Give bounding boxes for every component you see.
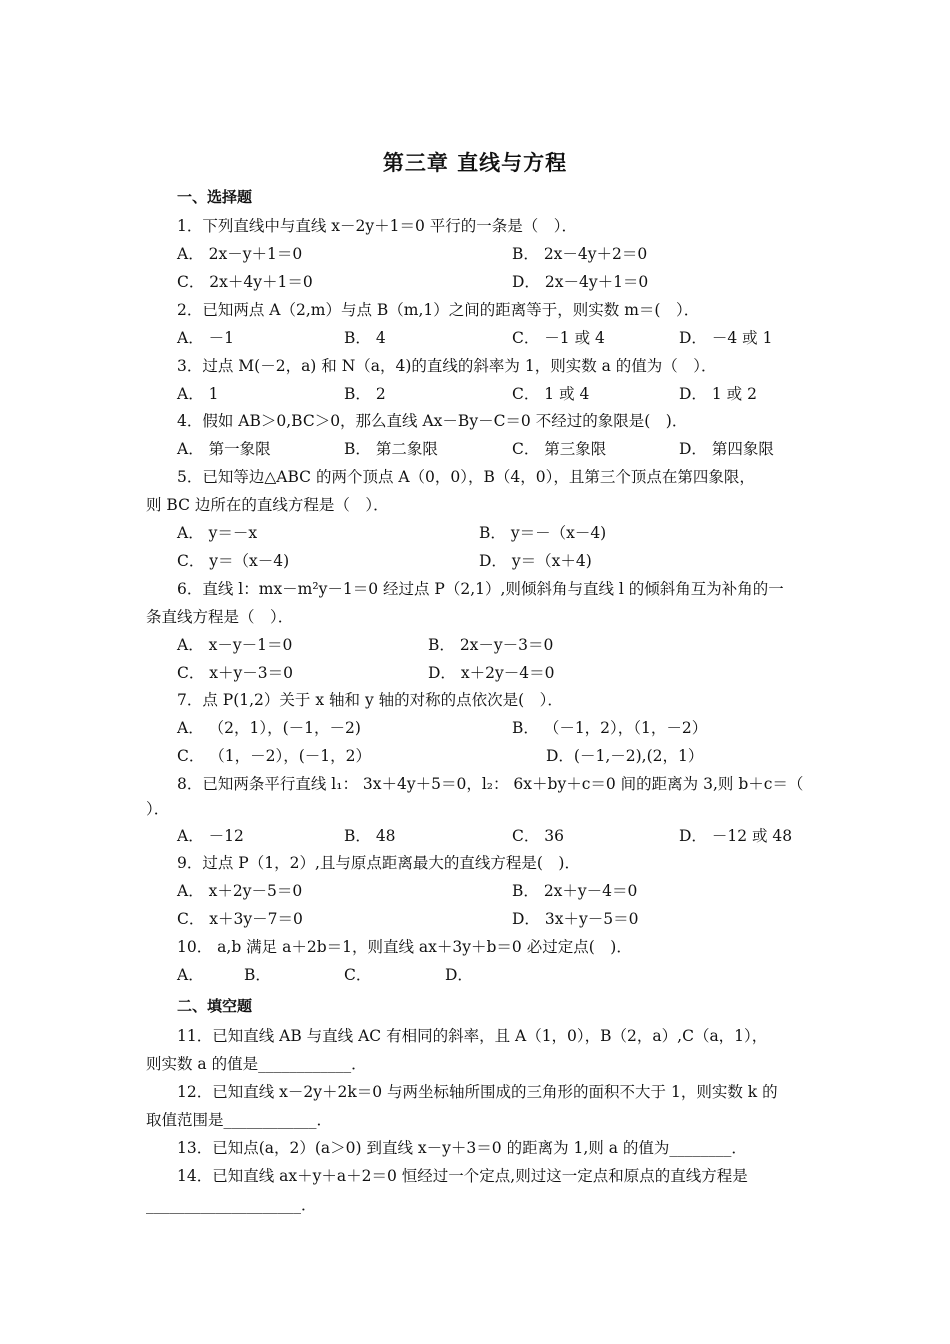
q10-option-d: D． [445, 966, 473, 984]
q7-stem: 7．点 P(1,2）关于 x 轴和 y 轴的对称的点依次是( ）． [177, 691, 563, 709]
q5-option-d: D． y＝（x＋4) [479, 552, 592, 570]
q2-option-b: B． 4 [344, 329, 386, 347]
q2-stem: 2．已知两点 A（2,m）与点 B（m,1）之间的距离等于，则实数 m＝( ）． [177, 301, 700, 319]
q1-stem: 1．下列直线中与直线 x－2y＋1＝0 平行的一条是（ ）． [177, 217, 578, 235]
q14-stem-line2: ____________________． [146, 1196, 317, 1214]
q2-option-d: D． －4 或 1 [679, 329, 773, 347]
q8-option-c: C． 36 [512, 827, 565, 845]
q5-stem-line2: 则 BC 边所在的直线方程是（ ）． [146, 496, 389, 514]
q3-option-a: A． 1 [177, 385, 219, 403]
q3-option-c: C． 1 或 4 [512, 385, 590, 403]
q7-option-b: B． （－1，2），（1，－2） [512, 719, 708, 737]
q2-option-c: C． －1 或 4 [512, 329, 605, 347]
q9-option-c: C． x＋3y－7＝0 [177, 910, 303, 928]
q3-option-d: D． 1 或 2 [679, 385, 757, 403]
section-heading-fill: 二、填空题 [177, 997, 253, 1015]
q12-stem-line2: 取值范围是____________． [146, 1111, 333, 1129]
q8-stem-line2: ）． [146, 800, 170, 818]
q9-option-a: A． x＋2y－5＝0 [177, 882, 303, 900]
q9-option-b: B． 2x＋y－4＝0 [512, 882, 638, 900]
q8-stem-line1: 8．已知两条平行直线 l₁： 3x＋4y＋5＝0，l₂： 6x＋by＋c＝0 间的距离为 3,则 b＋c＝（ [177, 775, 804, 793]
chapter-title: 第三章 直线与方程 [382, 150, 568, 175]
section-heading-choice: 一、选择题 [177, 188, 253, 206]
q5-option-c: C． y＝（x－4) [177, 552, 290, 570]
q4-stem: 4．假如 AB＞0,BC＞0，那么直线 Ax－By－C＝0 不经过的象限是( )． [177, 412, 688, 430]
q10-option-a: A． [177, 966, 204, 984]
q4-option-c: C． 第三象限 [512, 440, 607, 458]
q8-option-b: B． 48 [344, 827, 396, 845]
q6-option-c: C． x＋y－3＝0 [177, 664, 294, 682]
q11-stem-line2: 则实数 a 的值是____________． [146, 1055, 367, 1073]
q1-option-b: B． 2x－4y＋2＝0 [512, 245, 648, 263]
q1-option-d: D． 2x－4y＋1＝0 [512, 273, 649, 291]
q2-option-a: A． －1 [177, 329, 234, 347]
q6-stem-line2: 条直线方程是（ ）． [146, 608, 294, 626]
q4-option-b: B． 第二象限 [344, 440, 438, 458]
q7-option-d: D．(－1,－2),(2，1） [546, 747, 704, 765]
q12-stem-line1: 12．已知直线 x－2y＋2k＝0 与两坐标轴所围成的三角形的面积不大于 1，则实数 k 的 [177, 1083, 778, 1101]
q8-option-d: D． －12 或 48 [679, 827, 793, 845]
q5-option-b: B． y＝－（x－4) [479, 524, 607, 542]
q6-option-a: A． x－y－1＝0 [177, 636, 293, 654]
q10-stem: 10． a,b 满足 a＋2b＝1，则直线 ax＋3y＋b＝0 必过定点( )． [177, 938, 632, 956]
q8-option-a: A． －12 [177, 827, 244, 845]
q5-option-a: A． y＝－x [177, 524, 258, 542]
q3-option-b: B． 2 [344, 385, 386, 403]
q4-option-d: D． 第四象限 [679, 440, 774, 458]
q4-option-a: A． 第一象限 [177, 440, 271, 458]
q10-option-b: B． [244, 966, 271, 984]
q6-option-d: D． x＋2y－4＝0 [428, 664, 555, 682]
q6-option-b: B． 2x－y－3＝0 [428, 636, 554, 654]
q11-stem-line1: 11．已知直线 AB 与直线 AC 有相同的斜率，且 A（1，0），B（2，a）,C（a，1）， [177, 1027, 768, 1045]
q10-option-c: C． [344, 966, 372, 984]
q9-stem: 9．过点 P（1，2）,且与原点距离最大的直线方程是( )． [177, 854, 580, 872]
q7-option-c: C． （1，－2），(－1，2） [177, 747, 372, 765]
q5-stem-line1: 5．已知等边△ABC 的两个顶点 A（0，0），B（4，0），且第三个顶点在第四象限， [177, 468, 755, 486]
q14-stem-line1: 14．已知直线 ax＋y＋a＋2＝0 恒经过一个定点,则过这一定点和原点的直线方程是 [177, 1167, 748, 1185]
q1-option-c: C． 2x＋4y＋1＝0 [177, 273, 313, 291]
q6-stem-line1: 6．直线 l：mx－m²y－1＝0 经过点 P（2,1）,则倾斜角与直线 l 的倾斜角互为补角的一 [177, 580, 784, 598]
q7-option-a: A． （2，1），(－1，－2) [177, 719, 361, 737]
q3-stem: 3．过点 M(－2，a) 和 N（a，4)的直线的斜率为 1，则实数 a 的值为（ ）． [177, 357, 717, 375]
q9-option-d: D． 3x＋y－5＝0 [512, 910, 639, 928]
q1-option-a: A． 2x－y＋1＝0 [177, 245, 303, 263]
q13-stem: 13．已知点(a，2）(a＞0) 到直线 x－y＋3＝0 的距离为 1,则 a 的值为________． [177, 1139, 747, 1157]
